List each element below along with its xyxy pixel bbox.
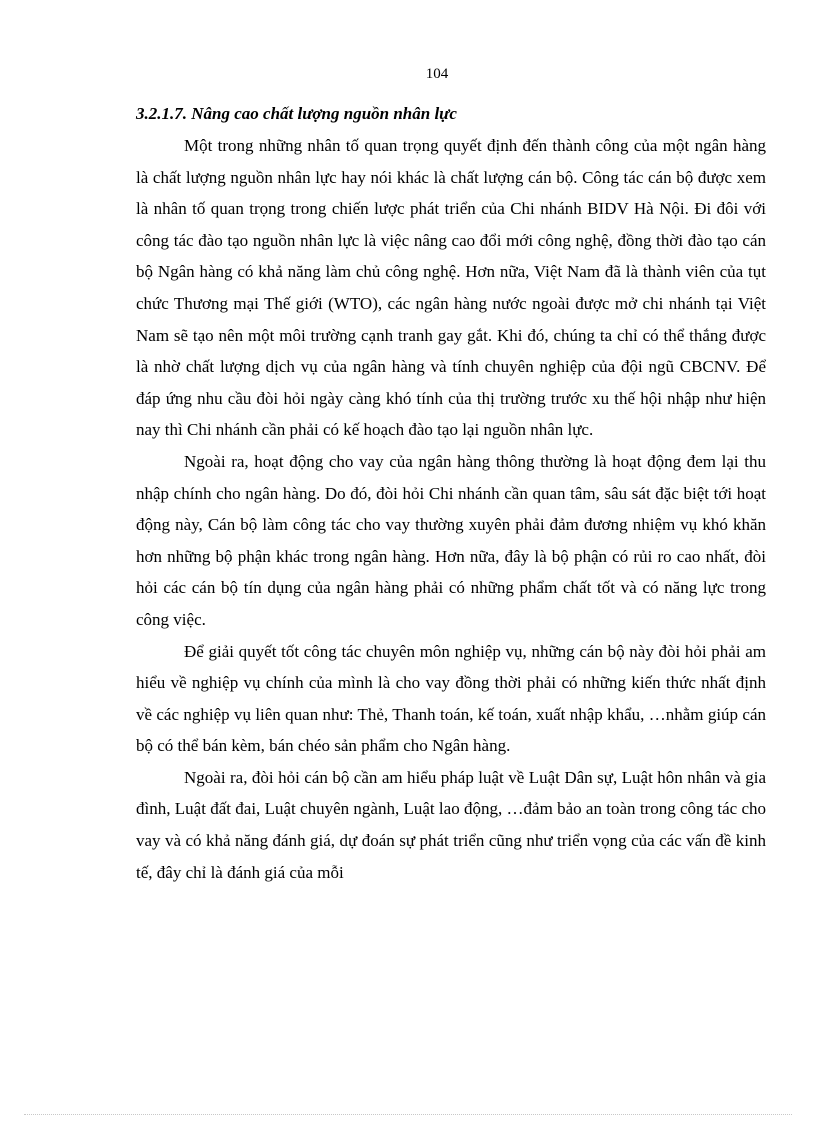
paragraph-1: Một trong những nhân tố quan trọng quyết định đến thành công của một ngân hàng là chất lượng nguồn nhân lực hay nói khác là chất lượng cán bộ. Công tác cán bộ được xem là nhân tố quan trọng trong chiến lược phát triển của Chi nhánh BIDV Hà Nội. Đi đôi với công tác đào tạo nguồn nhân lực là việc nâng cao đổi mới công nghệ, đồng thời đào tạo cán bộ Ngân hàng có khả năng làm chủ công nghệ. Hơn nữa, Việt Nam đã là thành viên của tụt chức Thương mại Thế giới (WTO), các ngân hàng nước ngoài được mở chi nhánh tại Việt Nam sẽ tạo nên một môi trường cạnh tranh gay gắt. Khi đó, chúng ta chỉ có thể thắng được là nhờ chất lượng dịch vụ của ngân hàng và tính chuyên nghiệp của đội ngũ CBCNV. Để đáp ứng nhu cầu đòi hỏi ngày càng khó tính của thị trường trước xu thế hội nhập như hiện nay thì Chi nhánh cần phải có kế hoạch đào tạo lại nguồn nhân lực. xyxy=(136,136,766,440)
page-number: 104 xyxy=(425,66,449,82)
section-heading: 3.2.1.7. Nâng cao chất lượng nguồn nhân lực xyxy=(136,104,457,123)
page-bottom-divider xyxy=(24,1114,792,1115)
document-body xyxy=(136,98,766,888)
paragraph-2: Ngoài ra, hoạt động cho vay của ngân hàng thông thường là hoạt động đem lại thu nhập chính cho ngân hàng. Do đó, đòi hỏi Chi nhánh cần quan tâm, sâu sát đặc biệt tới hoạt động này, Cán bộ làm công tác cho vay thường xuyên phải đảm đương nhiệm vụ khó khăn hơn những bộ phận khác trong ngân hàng. Hơn nữa, đây là bộ phận có rủi ro cao nhất, đòi hỏi các cán bộ tín dụng của ngân hàng phải có những phẩm chất tốt và có năng lực trong công việc. xyxy=(136,451,766,629)
paragraph-3: Để giải quyết tốt công tác chuyên môn nghiệp vụ, những cán bộ này đòi hỏi phải am hiểu về nghiệp vụ chính của mình là cho vay đồng thời phải có những kiến thức nhất định về các nghiệp vụ liên quan như: Thẻ, Thanh toán, kế toán, xuất nhập khẩu, …nhằm giúp cán bộ có thể bán kèm, bán chéo sản phẩm cho Ngân hàng. xyxy=(136,641,766,756)
paragraph-4: Ngoài ra, đòi hỏi cán bộ cần am hiểu pháp luật về Luật Dân sự, Luật hôn nhân và gia đình, Luật đất đai, Luật chuyên ngành, Luật lao động, …đảm bảo an toàn trong công tác cho vay và có khả năng đánh giá, dự đoán sự phát triển cũng như triển vọng của các vấn đề kinh tế, đây chỉ là đánh giá của mỗi xyxy=(136,767,766,882)
